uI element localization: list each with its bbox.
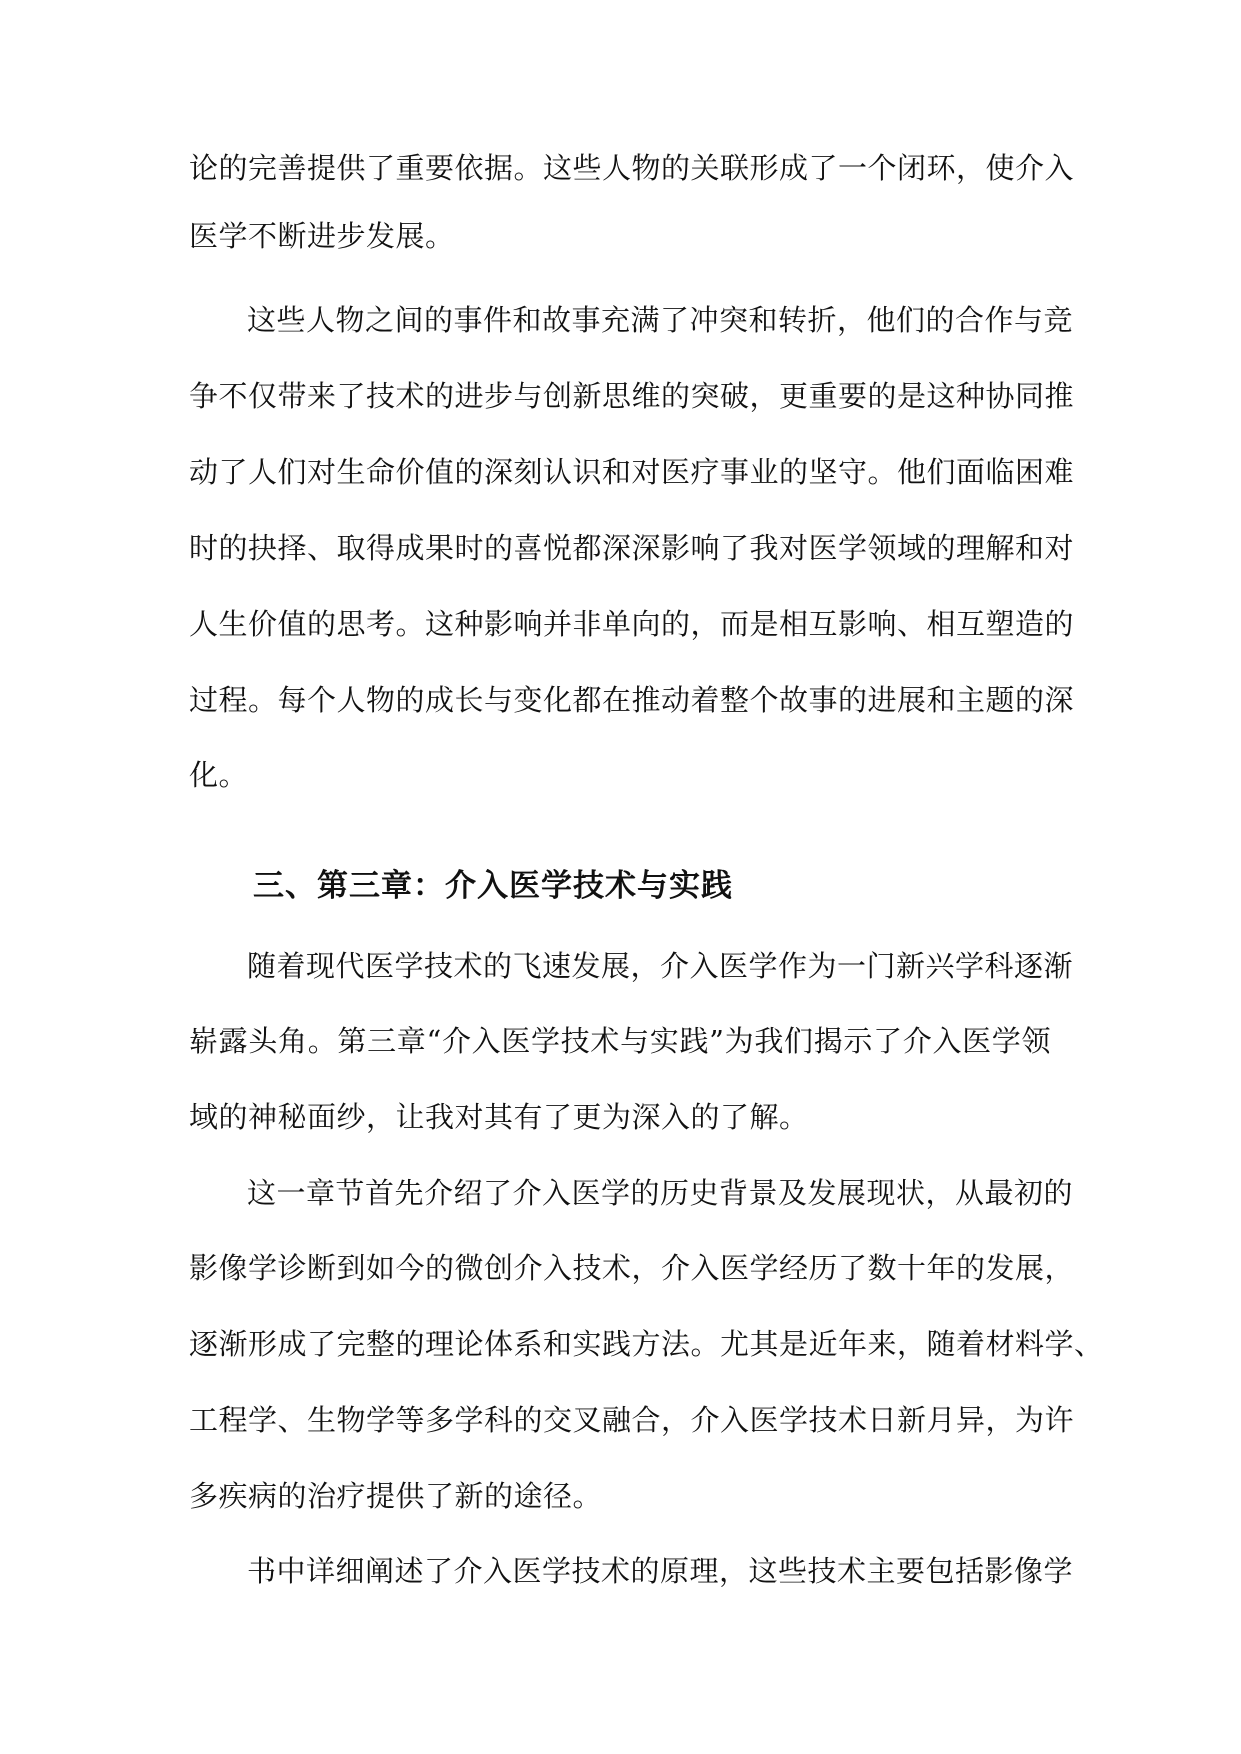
paragraph-line: 过程。每个人物的成长与变化都在推动着整个故事的进展和主题的深 — [189, 683, 1075, 717]
paragraph-line: 争不仅带来了技术的进步与创新思维的突破，更重要的是这种协同推 — [189, 379, 1075, 413]
paragraph-line: 书中详细阐述了介入医学技术的原理，这些技术主要包括影像学 — [247, 1554, 1074, 1588]
paragraph-line: 随着现代医学技术的飞速发展，介入医学作为一门新兴学科逐渐 — [247, 949, 1074, 983]
paragraph-line: 人生价值的思考。这种影响并非单向的，而是相互影响、相互塑造的 — [189, 607, 1075, 641]
paragraph-line: 逐渐形成了完整的理论体系和实践方法。尤其是近年来，随着材料学、 — [189, 1327, 1104, 1361]
paragraph-line: 化。 — [189, 758, 249, 792]
paragraph-line: 影像学诊断到如今的微创介入技术，介入医学经历了数十年的发展， — [189, 1251, 1075, 1285]
paragraph-line: 这一章节首先介绍了介入医学的历史背景及发展现状，从最初的 — [247, 1176, 1074, 1210]
paragraph-line: 这些人物之间的事件和故事充满了冲突和转折，他们的合作与竞 — [247, 303, 1074, 337]
paragraph-line: 时的抉择、取得成果时的喜悦都深深影响了我对医学领域的理解和对 — [189, 531, 1075, 565]
paragraph-line: 论的完善提供了重要依据。这些人物的关联形成了一个闭环，使介入 — [189, 151, 1075, 185]
section-heading: 三、第三章：介入医学技术与实践 — [253, 868, 733, 904]
paragraph-line: 多疾病的治疗提供了新的途径。 — [189, 1479, 603, 1513]
paragraph-line: 医学不断进步发展。 — [189, 219, 455, 253]
paragraph-line: 崭露头角。第三章“介入医学技术与实践”为我们揭示了介入医学领 — [189, 1024, 1051, 1058]
paragraph-line: 工程学、生物学等多学科的交叉融合，介入医学技术日新月异，为许 — [189, 1403, 1075, 1437]
paragraph-line: 动了人们对生命价值的深刻认识和对医疗事业的坚守。他们面临困难 — [189, 455, 1075, 489]
paragraph-line: 域的神秘面纱，让我对其有了更为深入的了解。 — [189, 1100, 809, 1134]
